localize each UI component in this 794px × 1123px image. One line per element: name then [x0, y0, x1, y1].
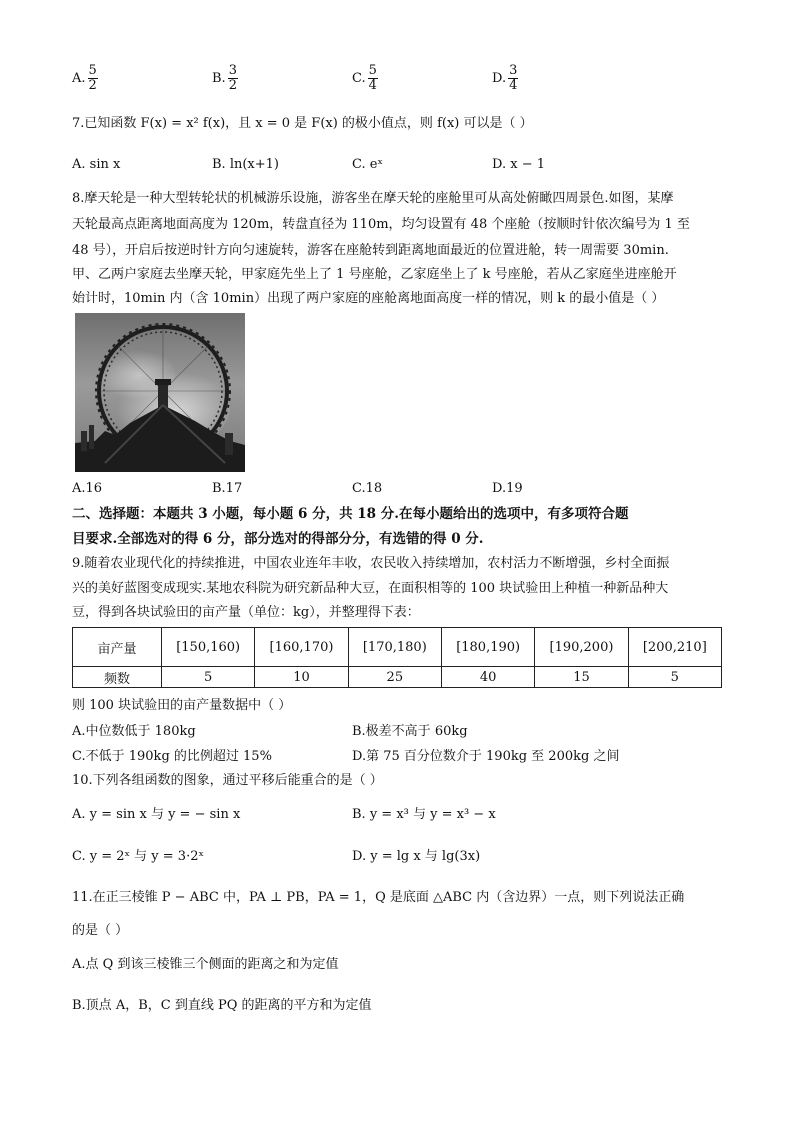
- q10-option-d: D. y = lg x 与 lg(3x): [352, 849, 481, 864]
- option-label: A.: [72, 71, 86, 86]
- q10-stem: 10.下列各组函数的图象，通过平移后能重合的是（ ）: [72, 773, 383, 788]
- q9-option-d: D.第 75 百分位数介于 190kg 至 200kg 之间: [352, 749, 620, 764]
- section-2-heading-line-2: 目要求.全部选对的得 6 分，部分选对的得部分分，有选错的得 0 分.: [72, 531, 484, 547]
- q6-option-d: [492, 64, 518, 93]
- interval-cell: [160,170): [255, 628, 348, 667]
- q9-line-1: 9.随着农业现代化的持续推进，中国农业连年丰收，农民收入持续增加，农村活力不断增强，乡村全面振: [72, 556, 670, 571]
- q11-option-b: B.顶点 A，B，C 到直线 PQ 的距离的平方和为定值: [72, 998, 372, 1013]
- q8-option-a: A.16: [72, 481, 103, 496]
- interval-cell: [180,190): [441, 628, 534, 667]
- count-cell: 5: [628, 667, 721, 688]
- numerator: 3: [228, 63, 237, 78]
- numerator: 5: [88, 63, 97, 78]
- q7-option-d: D. x − 1: [492, 157, 545, 172]
- table-row-counts: [73, 667, 722, 688]
- q6-option-a: [72, 64, 98, 93]
- option-label: D.: [492, 71, 507, 86]
- q9-line-2: 兴的美好蓝图变成现实.某地农科院为研究新品种大豆，在面积相等的 100 块试验田上种植一种新品种大: [72, 581, 669, 596]
- table-row-intervals: [73, 628, 722, 667]
- denominator: 4: [368, 78, 377, 93]
- q10-option-b: B. y = x³ 与 y = x³ − x: [352, 807, 496, 822]
- q8-line-4: 甲、乙两户家庭去坐摩天轮，甲家庭先坐上了 1 号座舱，乙家庭坐上了 k 号座舱，若从乙家庭坐进座舱开: [72, 267, 677, 282]
- q9-option-a: A.中位数低于 180kg: [72, 724, 196, 739]
- section-2-heading-line-1: 二、选择题：本题共 3 小题，每小题 6 分，共 18 分.在每小题给出的选项中，有多项符合题: [72, 506, 629, 522]
- q7-option-c: C. eˣ: [352, 157, 383, 172]
- q9-option-b: B.极差不高于 60kg: [352, 724, 468, 739]
- denominator: 2: [88, 78, 97, 93]
- numerator: 3: [509, 63, 518, 78]
- q7-stem: 7.已知函数 F(x) = x² f(x)，且 x = 0 是 F(x) 的极小值点，则 f(x) 可以是（ ）: [72, 116, 533, 131]
- q8-line-2: 天轮最高点距离地面高度为 120m，转盘直径为 110m，均匀设置有 48 个座舱（按顺时针依次编号为 1 至: [72, 217, 690, 232]
- yield-frequency-table: [72, 627, 722, 688]
- interval-cell: [150,160): [162, 628, 255, 667]
- q10-option-c: C. y = 2ˣ 与 y = 3·2ˣ: [72, 849, 204, 864]
- q8-line-5: 始计时，10min 内（含 10min）出现了两户家庭的座舱离地面高度一样的情况，则 k 的最小值是（ ）: [72, 291, 665, 306]
- fraction: [228, 64, 238, 93]
- ferris-wheel-photo: [75, 313, 245, 472]
- row-header-frequency: 频数: [73, 667, 162, 688]
- row-header-yield: 亩产量: [73, 628, 162, 667]
- count-cell: 5: [162, 667, 255, 688]
- q8-line-1: 8.摩天轮是一种大型转轮状的机械游乐设施，游客坐在摩天轮的座舱里可从高处俯瞰四周景色.如图，某摩: [72, 191, 674, 206]
- interval-cell: [190,200): [535, 628, 628, 667]
- q9-option-c: C.不低于 190kg 的比例超过 15%: [72, 749, 272, 764]
- q6-option-c: [352, 64, 378, 93]
- interval-cell: [200,210]: [628, 628, 721, 667]
- q11-option-a: A.点 Q 到该三棱锥三个侧面的距离之和为定值: [72, 957, 339, 972]
- count-cell: 40: [441, 667, 534, 688]
- q9-question: 则 100 块试验田的亩产量数据中（ ）: [72, 698, 292, 713]
- denominator: 4: [509, 78, 518, 93]
- denominator: 2: [228, 78, 237, 93]
- interval-cell: [170,180): [348, 628, 441, 667]
- q8-line-3: 48 号），开启后按逆时针方向匀速旋转，游客在座舱转到距离地面最近的位置进舱，转一周需要 30min.: [72, 243, 669, 258]
- numerator: 5: [368, 63, 377, 78]
- count-cell: 15: [535, 667, 628, 688]
- q8-option-b: B.17: [212, 481, 243, 496]
- fraction: [508, 64, 518, 93]
- fraction: [368, 64, 378, 93]
- q8-option-d: D.19: [492, 481, 523, 496]
- q6-option-b: [212, 64, 238, 93]
- count-cell: 10: [255, 667, 348, 688]
- q11-stem-line-1: 11.在正三棱锥 P − ABC 中，PA ⊥ PB，PA = 1，Q 是底面 △ABC 内（含边界）一点，则下列说法正确: [72, 890, 685, 905]
- q10-option-a: A. y = sin x 与 y = − sin x: [72, 807, 241, 822]
- q11-stem-line-2: 的是（ ）: [72, 923, 129, 938]
- option-label: C.: [352, 71, 366, 86]
- q7-option-a: A. sin x: [72, 157, 121, 172]
- q8-option-c: C.18: [352, 481, 383, 496]
- option-label: B.: [212, 71, 226, 86]
- count-cell: 25: [348, 667, 441, 688]
- fraction: [88, 64, 98, 93]
- q7-option-b: B. ln(x+1): [212, 157, 279, 172]
- q9-line-3: 豆，得到各块试验田的亩产量（单位：kg），并整理得下表：: [72, 605, 420, 620]
